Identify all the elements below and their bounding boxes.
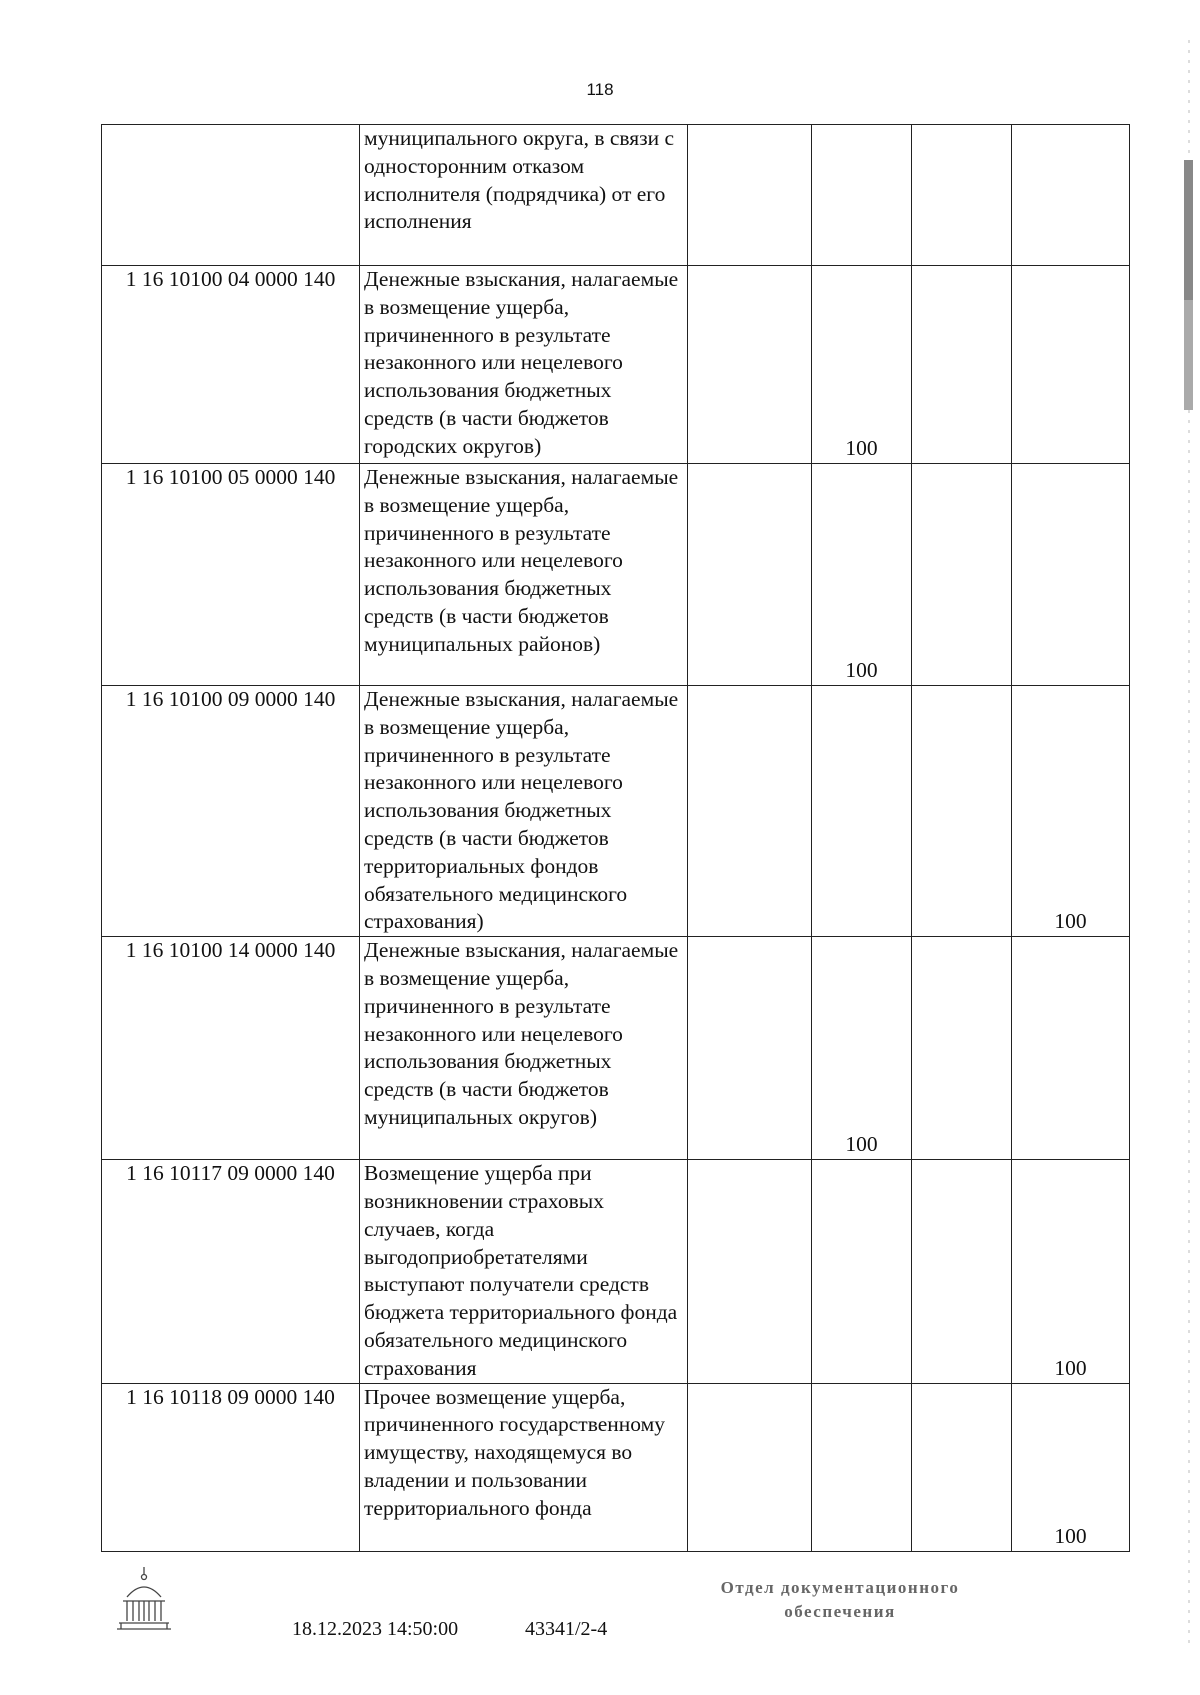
emblem-logo-icon [113,1563,175,1635]
revenue-name-cell: Денежные взыскания, налагаемые в возмещение ущерба, причиненного в результате незаконного или нецелевого использования бюджетных средств (в части бюджетов муниципальных округов) [360,937,688,1160]
value-cell-1 [688,266,812,464]
table-row [102,1160,1130,1383]
table-row [102,937,1130,1160]
value-cell-4: 100 [1012,1383,1130,1551]
value-cell-4: 100 [1012,1160,1130,1383]
value-cell-1 [688,1383,812,1551]
value-cell-2 [812,1383,912,1551]
revenue-name-cell: муниципального округа, в связи с односторонним отказом исполнителя (подрядчика) от его исполнения [360,125,688,266]
budget-code-cell: 1 16 10100 09 0000 140 [102,686,360,937]
budget-code-cell [102,125,360,266]
value-cell-2: 100 [812,266,912,464]
value-cell-1 [688,1160,812,1383]
value-cell-4: 100 [1012,686,1130,937]
page-number: 118 [586,80,614,99]
table-row [102,686,1130,937]
revenue-name-cell: Прочее возмещение ущерба, причиненного государственному имуществу, находящемуся во владении и пользовании территориального фонда [360,1383,688,1551]
value-cell-4 [1012,937,1130,1160]
table-row [102,125,1130,266]
value-cell-3 [912,125,1012,266]
department-stamp [690,1576,990,1624]
revenue-name-cell: Возмещение ущерба при возникновении страховых случаев, когда выгодоприобретателями выступают получатели средств бюджета территориального фонда обязательного медицинского страхования [360,1160,688,1383]
budget-code-cell: 1 16 10100 04 0000 140 [102,266,360,464]
revenue-name-cell: Денежные взыскания, налагаемые в возмещение ущерба, причиненного в результате незаконного или нецелевого использования бюджетных средств (в части бюджетов муниципальных районов) [360,464,688,686]
table-row [102,464,1130,686]
value-cell-2 [812,686,912,937]
value-cell-1 [688,125,812,266]
scan-edge-marks [1178,0,1200,1695]
value-cell-1 [688,686,812,937]
budget-code-cell: 1 16 10118 09 0000 140 [102,1383,360,1551]
value-cell-3 [912,1160,1012,1383]
value-cell-3 [912,266,1012,464]
budget-code-cell: 1 16 10100 05 0000 140 [102,464,360,686]
revenue-distribution-table [101,124,1130,1552]
footer-datetime: 18.12.2023 14:50:00 [292,1618,459,1640]
budget-code-cell: 1 16 10117 09 0000 140 [102,1160,360,1383]
value-cell-3 [912,937,1012,1160]
value-cell-1 [688,937,812,1160]
table-row [102,1383,1130,1551]
value-cell-3 [912,1383,1012,1551]
footer-doc-number: 43341/2-4 [525,1618,608,1640]
value-cell-4 [1012,464,1130,686]
budget-code-cell: 1 16 10100 14 0000 140 [102,937,360,1160]
value-cell-4 [1012,266,1130,464]
value-cell-2 [812,125,912,266]
revenue-name-cell: Денежные взыскания, налагаемые в возмещение ущерба, причиненного в результате незаконного или нецелевого использования бюджетных средств (в части бюджетов городских округов) [360,266,688,464]
value-cell-2 [812,1160,912,1383]
table-row [102,266,1130,464]
value-cell-2: 100 [812,464,912,686]
stamp-line-1: Отдел документационного [720,1578,960,1597]
stamp-line-2: обеспечения [784,1602,896,1621]
value-cell-3 [912,686,1012,937]
value-cell-2: 100 [812,937,912,1160]
value-cell-1 [688,464,812,686]
value-cell-3 [912,464,1012,686]
revenue-name-cell: Денежные взыскания, налагаемые в возмещение ущерба, причиненного в результате незаконного или нецелевого использования бюджетных средств (в части бюджетов территориальных фондов обязательного медицинского страхования) [360,686,688,937]
value-cell-4 [1012,125,1130,266]
